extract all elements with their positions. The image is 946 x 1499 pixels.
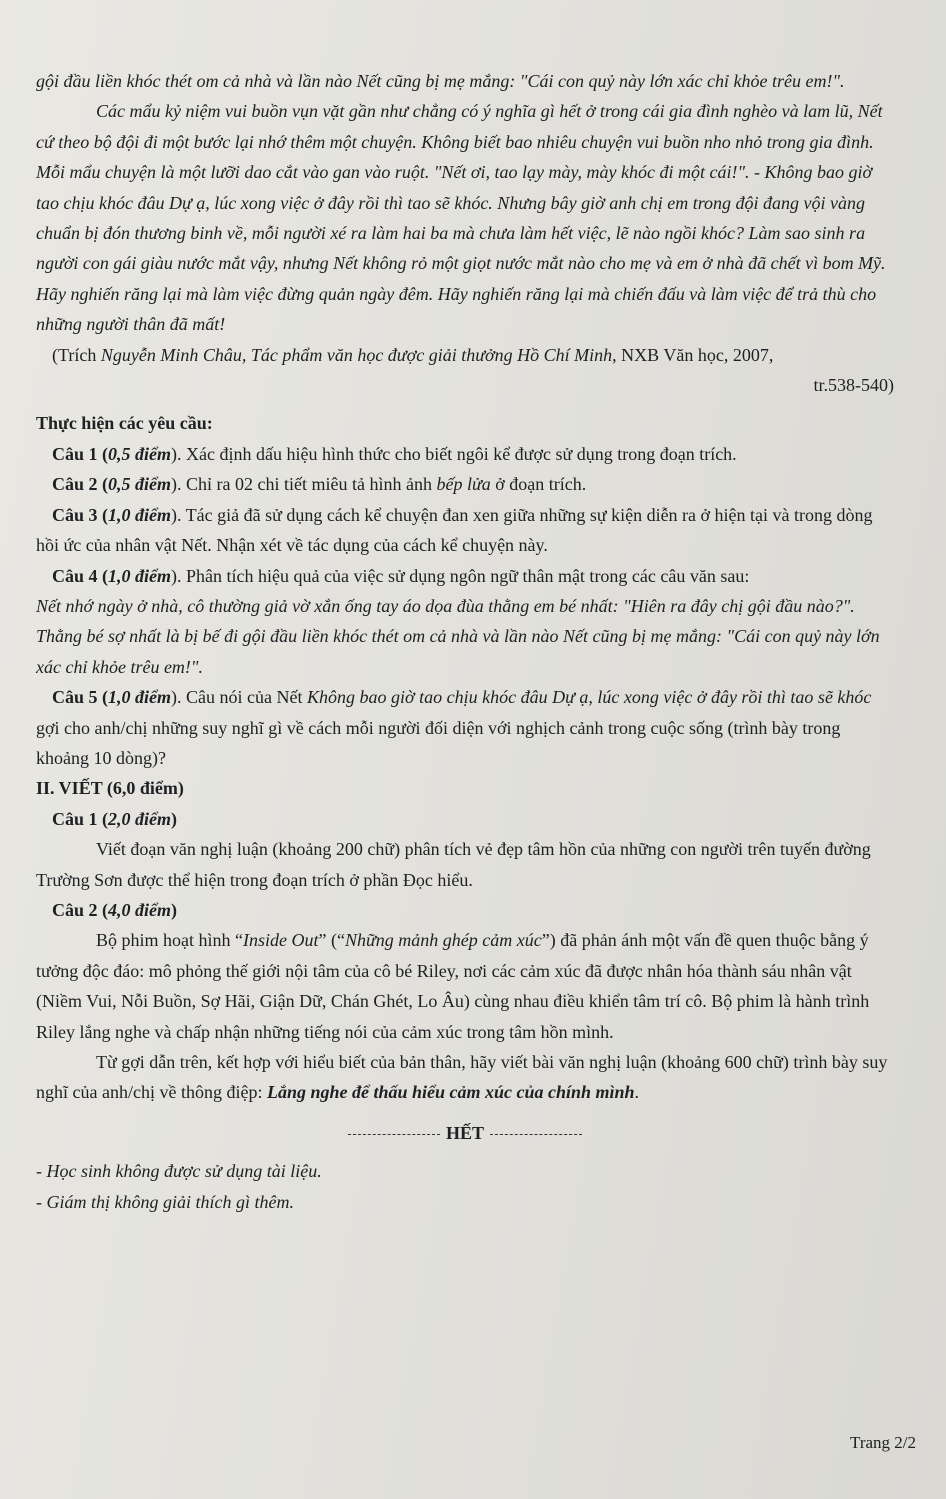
writing-question-2-task: Từ gợi dẫn trên, kết hợp với hiểu biết của bản thân, hãy viết bài văn nghị luận (khoảng 600 chữ) trình bày suy nghĩ của anh/chị về thông điệp: Lắng nghe để thấu hiểu cảm xúc của chính mình. — [36, 1052, 888, 1103]
writing-question-2-text: Bộ phim hoạt hình “Inside Out” (“Những mảnh ghép cảm xúc”) đã phản ánh một vấn đề quen thuộc bằng ý tưởng độc đáo: mô phỏng thế giới nội tâm của cô bé Riley, nơi các cảm xúc đã được nhân hóa thành sáu nhân vật (Niềm Vui, Nỗi Buồn, Sợ Hãi, Giận Dữ, Chán Ghét, Lo Âu) cùng nhau điều khiển tâm trí cô. Bộ phim là hành trình Riley lắng nghe và chấp nhận những tiếng nói của cảm xúc trong tâm hồn mình. — [36, 930, 870, 1042]
passage-paragraph-1: gội đầu liền khóc thét om cả nhà và lần nào Nết cũng bị mẹ mắng: "Cái con quỷ này lớn xác chỉ khỏe trêu em!". — [36, 71, 845, 91]
writing-question-1-text: Viết đoạn văn nghị luận (khoảng 200 chữ) phân tích vẻ đẹp tâm hồn của những con người trên tuyến đường Trường Sơn được thể hiện trong đoạn trích ở phần Đọc hiểu. — [36, 839, 871, 890]
question-3: Câu 3 (1,0 điểm). Tác giả đã sử dụng cách kể chuyện đan xen giữa những sự kiện diễn ra ở hiện tại và trong dòng hồi ức của nhân vật Nết. Nhận xét về tác dụng của cách kể chuyện này. — [36, 504, 873, 556]
writing-question-1-title: Câu 1 (2,0 điểm) — [52, 808, 178, 829]
passage-source: (Trích Nguyễn Minh Châu, Tác phẩm văn học được giải thưởng Hồ Chí Minh, NXB Văn học, 2007, — [52, 344, 774, 365]
note-no-explanation: - Giám thị không giải thích gì thêm. — [36, 1191, 294, 1212]
writing-heading: II. VIẾT (6,0 điểm) — [36, 778, 184, 799]
writing-question-2-title: Câu 2 (4,0 điểm) — [52, 899, 178, 920]
tasks-heading: Thực hiện các yêu cầu: — [36, 413, 213, 434]
end-divider-left — [348, 1134, 440, 1135]
end-marker: HẾT — [36, 1118, 894, 1148]
passage-paragraph-2: Các mẩu kỷ niệm vui buồn vụn vặt gần như chẳng có ý nghĩa gì hết ở trong cái gia đình nghèo và lam lũ, Nết cứ theo bộ đội đi một bước lại nhớ thêm một chuyện. Không biết bao nhiêu chuyện vui buồn nho nhỏ trong gia đình. Mỗi mẩu chuyện là một lưỡi dao cắt vào gan vào ruột. "Nết ơi, tao lạy mày, mày khóc đi một cái!". - Không bao giờ tao chịu khóc đâu Dự ạ, lúc xong việc ở đây rồi thì tao sẽ khóc. Nhưng bây giờ anh chị em trong đội đang vội vàng chuẩn bị đón thương binh về, mỗi người xé ra làm hai ba mà chưa làm hết việc, lẽ nào ngồi khóc? Làm sao sinh ra người con gái giàu nước mắt vậy, nhưng Nết không rỏ một giọt nước mắt nào cho mẹ và em ở nhà đã chết vì bom Mỹ. Hãy nghiến răng lại mà làm việc đừng quản ngày đêm. Hãy nghiến răng lại mà chiến đấu và làm việc để trả thù cho những người thân đã mất! — [36, 101, 886, 335]
source-author: Nguyễn Minh Châu, Tác phẩm văn học được giải thưởng Hồ Chí Minh — [100, 344, 613, 365]
question-1: Câu 1 (0,5 điểm). Xác định dấu hiệu hình thức cho biết ngôi kể được sử dụng trong đoạn trích. — [52, 443, 737, 464]
passage-source-pages: tr.538-540) — [813, 375, 894, 396]
question-4-quote: Nết nhớ ngày ở nhà, cô thường giả vờ xắn ống tay áo dọa đùa thằng em bé nhất: "Hiên ra đây chị gội đầu nào?". Thằng bé sợ nhất là bị bế đi gội đầu liền khóc thét om cả nhà và lần nào Nết cũng bị mẹ mắng: "Cái con quỷ này lớn xác chỉ khỏe trêu em!". — [36, 595, 880, 677]
note-no-materials: - Học sinh không được sử dụng tài liệu. — [36, 1161, 322, 1182]
question-5: Câu 5 (1,0 điểm). Câu nói của Nết Không bao giờ tao chịu khóc đâu Dự ạ, lúc xong việc ở đây rồi thì tao sẽ khóc gợi cho anh/chị những suy nghĩ gì về cách mỗi người đối diện với nghịch cảnh trong cuộc sống (trình bày trong khoảng 10 dòng)? — [36, 687, 872, 768]
question-2: Câu 2 (0,5 điểm). Chỉ ra 02 chi tiết miêu tả hình ảnh bếp lửa ở đoạn trích. — [52, 474, 587, 495]
exam-notes — [36, 1156, 894, 1217]
question-4: Câu 4 (1,0 điểm). Phân tích hiệu quả của việc sử dụng ngôn ngữ thân mật trong các câu văn sau: — [52, 565, 750, 586]
page-number: Trang 2/2 — [850, 1433, 916, 1452]
end-divider-right — [490, 1134, 582, 1135]
